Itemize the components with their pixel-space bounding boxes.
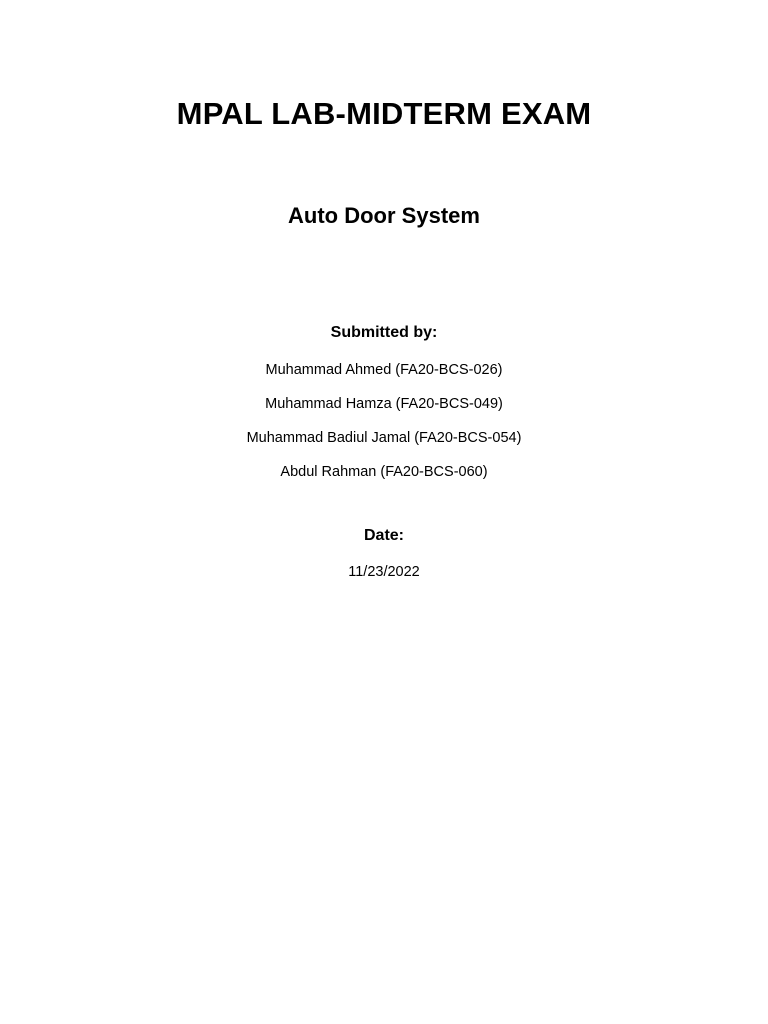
member-item: Muhammad Ahmed (FA20-BCS-026): [265, 362, 503, 378]
date-heading: Date:: [363, 527, 404, 544]
document-title: MPAL LAB-MIDTERM EXAM: [176, 96, 592, 131]
member-item: Muhammad Hamza (FA20-BCS-049): [265, 396, 503, 412]
member-item: Abdul Rahman (FA20-BCS-060): [280, 464, 488, 480]
member-item: Muhammad Badiul Jamal (FA20-BCS-054): [246, 430, 522, 446]
submitted-by-heading: Submitted by:: [330, 324, 438, 341]
document-subtitle: Auto Door System: [288, 203, 480, 228]
date-value: 11/23/2022: [348, 564, 420, 580]
